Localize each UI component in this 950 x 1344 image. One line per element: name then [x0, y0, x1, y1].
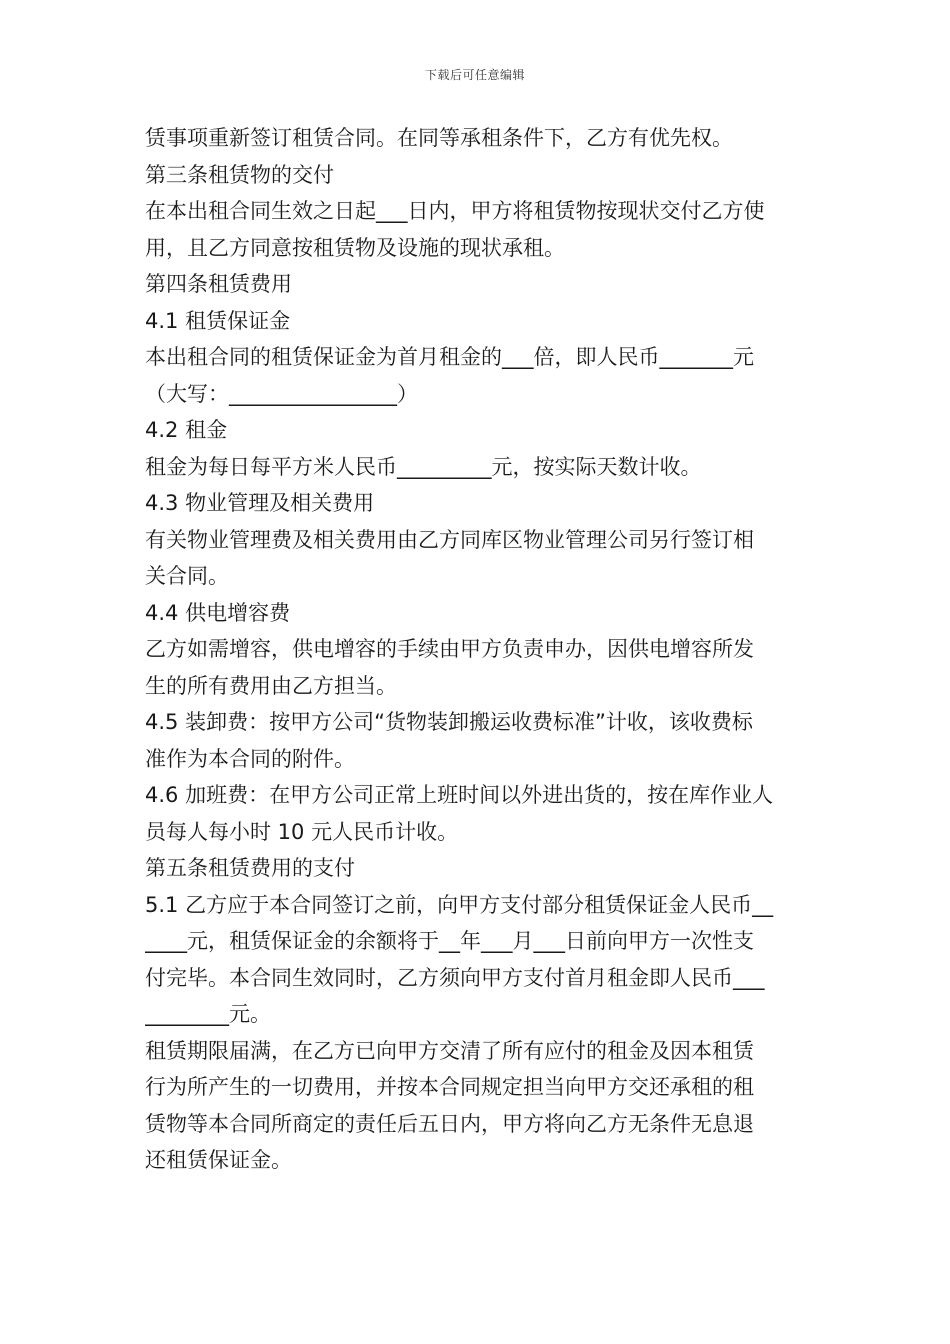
section-heading: 第三条租赁物的交付 — [145, 162, 334, 187]
text-line: 还租赁保证金。 — [145, 1148, 292, 1172]
text-line: （大写：________________） — [145, 381, 418, 406]
text-line: 4.6 加班费：在甲方公司正常上班时间以外进出货的，按在库作业人 — [145, 783, 774, 807]
text-line: 行为所产生的一切费用，并按本合同规定担当向甲方交还承租的租 — [145, 1075, 754, 1099]
subsection-heading: 4.2 租金 — [145, 418, 228, 442]
subsection-heading: 4.3 物业管理及相关费用 — [145, 491, 375, 515]
text-line: 在本出租合同生效之日起___日内，甲方将租赁物按现状交付乙方使 — [145, 199, 765, 223]
text-line: 4.5 装卸费：按甲方公司“货物装卸搬运收费标准”计收，该收费标 — [145, 710, 753, 734]
text-line: 乙方如需增容，供电增容的手续由甲方负责申办，因供电增容所发 — [145, 637, 754, 661]
text-line: 员每人每小时 10 元人民币计收。 — [145, 819, 459, 844]
text-line: 赁事项重新签订租赁合同。在同等承租条件下，乙方有优先权。 — [145, 126, 733, 150]
text-line: 生的所有费用由乙方担当。 — [145, 673, 397, 698]
document-body — [145, 120, 810, 1179]
text-line: 关合同。 — [145, 564, 229, 588]
text-line: 本出租合同的租赁保证金为首月租金的___倍，即人民币_______元 — [145, 345, 754, 369]
section-heading: 第四条租赁费用 — [145, 272, 292, 296]
text-line: ________元。 — [145, 1002, 271, 1026]
section-heading: 第五条租赁费用的支付 — [145, 856, 355, 880]
text-line: 赁物等本合同所商定的责任后五日内，甲方将向乙方无条件无息退 — [145, 1111, 754, 1136]
subsection-heading: 4.1 租赁保证金 — [145, 308, 291, 333]
text-line: 租赁期限届满，在乙方已向甲方交清了所有应付的租金及因本租赁 — [145, 1038, 754, 1063]
text-line: ____元，租赁保证金的余额将于__年___月___日前向甲方一次性支 — [145, 929, 754, 953]
subsection-heading: 4.4 供电增容费 — [145, 600, 291, 625]
text-line: 有关物业管理费及相关费用由乙方同库区物业管理公司另行签订相 — [145, 527, 754, 552]
text-line: 5.1 乙方应于本合同签订之前，向甲方支付部分租赁保证金人民币__ — [145, 892, 774, 917]
page-header: 下载后可任意编辑 — [424, 68, 525, 82]
text-line: 租金为每日每平方米人民币_________元，按实际天数计收。 — [145, 454, 702, 479]
text-line: 用，且乙方同意按租赁物及设施的现状承租。 — [145, 235, 565, 260]
text-line: 付完毕。本合同生效同时，乙方须向甲方支付首月租金即人民币___ — [145, 965, 765, 990]
text-line: 准作为本合同的附件。 — [145, 746, 355, 771]
